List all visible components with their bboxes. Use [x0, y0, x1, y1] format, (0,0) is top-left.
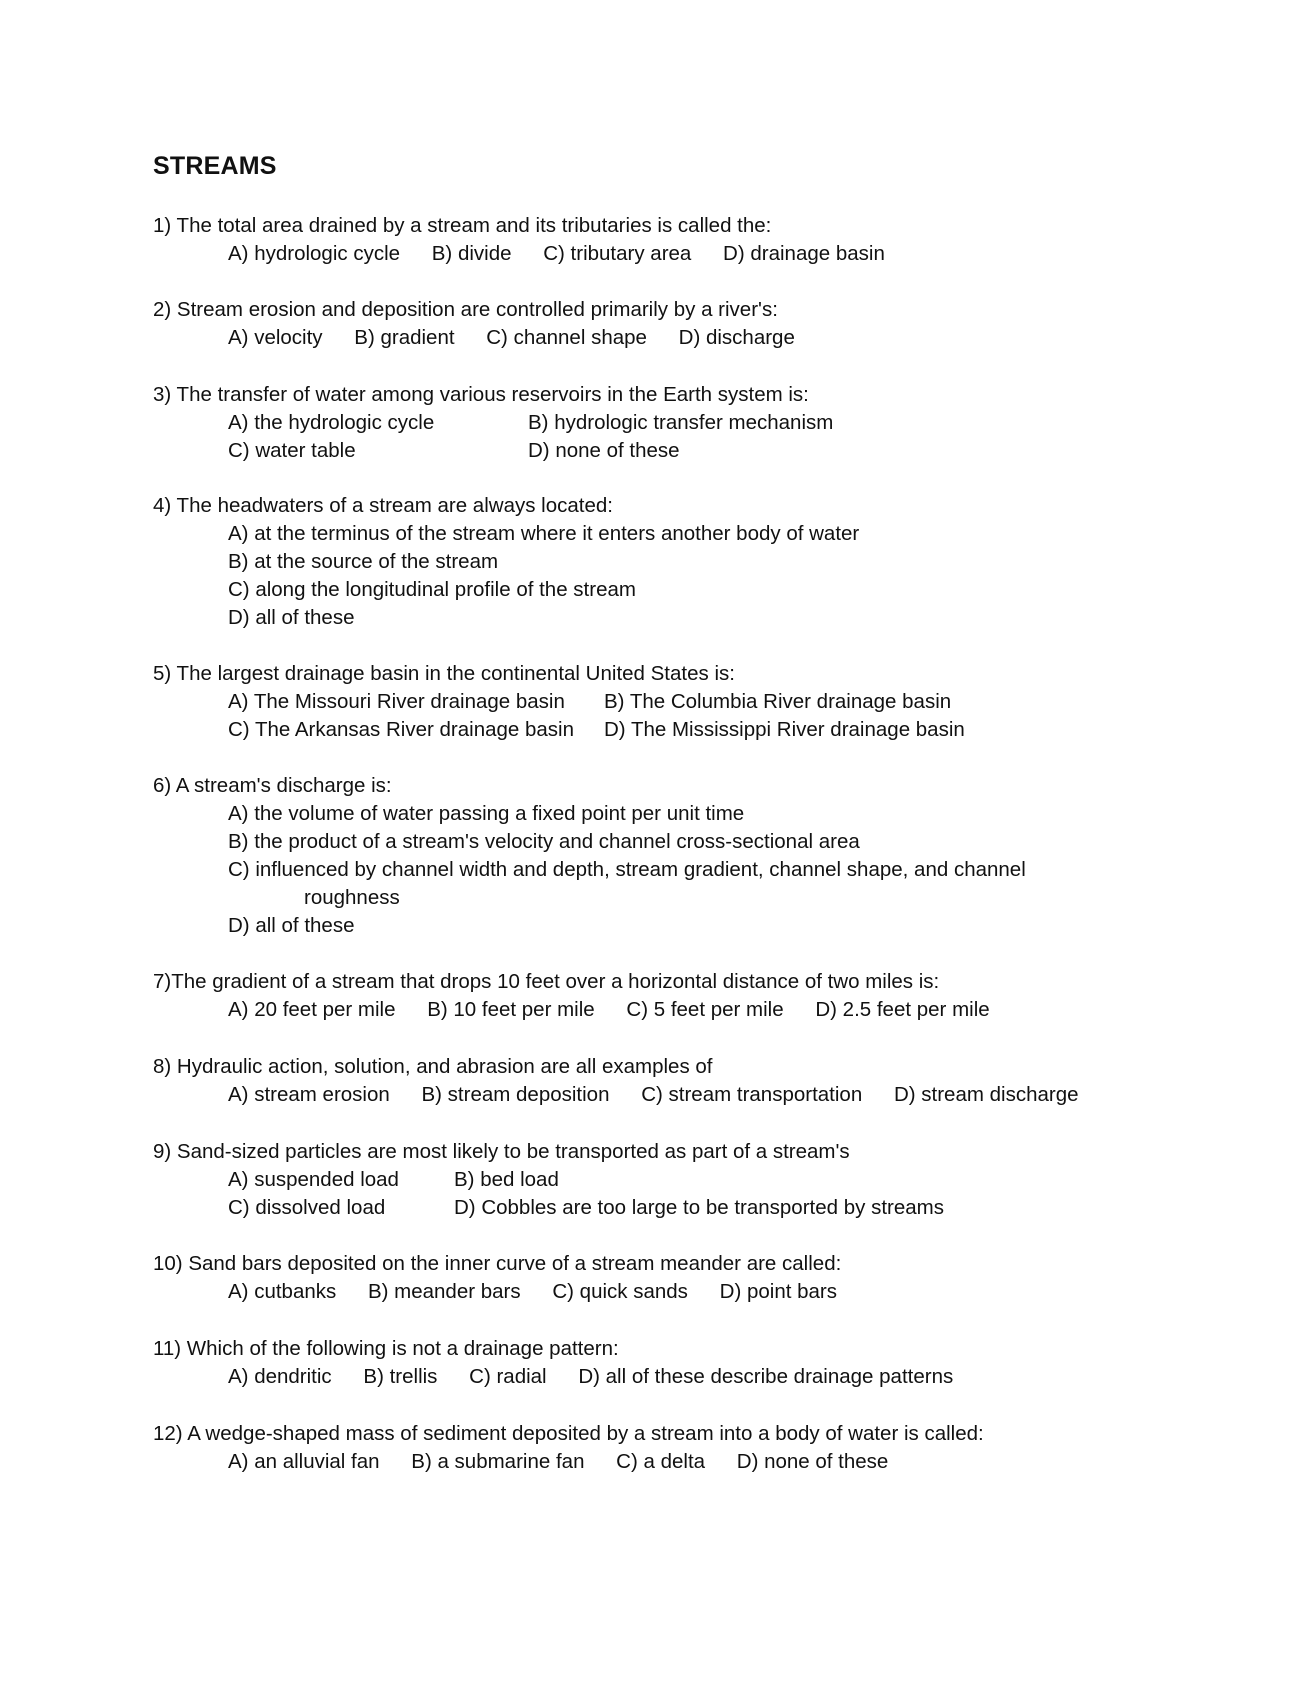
option-a: A) dendritic: [228, 1365, 332, 1388]
options-grid: [153, 1166, 1153, 1222]
question-stem: 3) The transfer of water among various reservoirs in the Earth system is:: [153, 383, 809, 406]
option-c: C) 5 feet per mile: [626, 998, 784, 1021]
question-6: [153, 772, 1153, 940]
question-stem: 10) Sand bars deposited on the inner curve of a stream meander are called:: [153, 1252, 842, 1275]
option-a: A) an alluvial fan: [228, 1450, 380, 1473]
question-stem: 7)The gradient of a stream that drops 10 feet over a horizontal distance of two miles is:: [153, 970, 940, 993]
option-b: B) gradient: [354, 326, 455, 349]
options-list: [153, 520, 1153, 632]
option-b: B) bed load: [454, 1168, 559, 1191]
question-stem: 6) A stream's discharge is:: [153, 774, 392, 797]
option-b: B) stream deposition: [421, 1083, 610, 1106]
option-b: B) trellis: [363, 1365, 438, 1388]
options-row: [153, 1278, 1153, 1306]
option-b: B) 10 feet per mile: [427, 998, 595, 1021]
option-d: D) stream discharge: [893, 1083, 1079, 1106]
question-4: [153, 492, 1153, 632]
page-title: STREAMS: [153, 152, 277, 180]
option-d: D) Cobbles are too large to be transported by streams: [454, 1196, 944, 1219]
question-10: [153, 1250, 1153, 1306]
option-a: A) suspended load: [228, 1168, 399, 1191]
option-b: B) The Columbia River drainage basin: [604, 690, 952, 713]
option-c: C) water table: [228, 439, 356, 462]
options-row: [153, 996, 1153, 1024]
option-d: D) all of these: [228, 914, 355, 937]
option-a: A) 20 feet per mile: [228, 998, 396, 1021]
option-c: C) a delta: [616, 1450, 706, 1473]
question-stem: 2) Stream erosion and deposition are controlled primarily by a river's:: [153, 298, 778, 321]
question-stem: 11) Which of the following is not a drainage pattern:: [153, 1337, 619, 1360]
option-b: B) hydrologic transfer mechanism: [528, 411, 834, 434]
option-a: A) velocity: [228, 326, 323, 349]
option-a: A) The Missouri River drainage basin: [228, 690, 565, 713]
option-d: D) all of these describe drainage patterns: [578, 1365, 954, 1388]
question-5: [153, 660, 1153, 744]
option-b: B) a submarine fan: [411, 1450, 585, 1473]
option-a: A) cutbanks: [228, 1280, 337, 1303]
options-row: [153, 324, 1153, 352]
options-row: [153, 1448, 1153, 1476]
option-a: A) the volume of water passing a fixed point per unit time: [228, 802, 745, 825]
option-c: C) tributary area: [543, 242, 692, 265]
option-d: D) none of these: [528, 439, 680, 462]
question-1: [153, 212, 1153, 268]
options-grid: [153, 688, 1153, 744]
question-stem: 5) The largest drainage basin in the continental United States is:: [153, 662, 735, 685]
option-a: A) at the terminus of the stream where it enters another body of water: [228, 522, 860, 545]
question-9: [153, 1138, 1153, 1222]
option-c: C) channel shape: [486, 326, 647, 349]
option-d: D) all of these: [228, 606, 355, 629]
option-c: C) quick sands: [552, 1280, 688, 1303]
option-a: A) hydrologic cycle: [228, 242, 401, 265]
options-row: [153, 1363, 1153, 1391]
options-row: [153, 240, 1153, 268]
option-c: C) stream transportation: [641, 1083, 863, 1106]
option-b: B) divide: [431, 242, 512, 265]
option-c: C) The Arkansas River drainage basin: [228, 718, 575, 741]
option-b: B) at the source of the stream: [228, 550, 499, 573]
option-a: A) stream erosion: [228, 1083, 390, 1106]
question-stem: 8) Hydraulic action, solution, and abrasion are all examples of: [153, 1055, 713, 1078]
question-stem: 4) The headwaters of a stream are always located:: [153, 494, 613, 517]
option-d: D) discharge: [678, 326, 795, 349]
question-12: [153, 1420, 1153, 1476]
option-b: B) meander bars: [367, 1280, 521, 1303]
option-c: C) radial: [469, 1365, 547, 1388]
option-c: C) along the longitudinal profile of the stream: [228, 578, 636, 601]
option-d: D) 2.5 feet per mile: [815, 998, 990, 1021]
question-stem: 9) Sand-sized particles are most likely to be transported as part of a stream's: [153, 1140, 850, 1163]
option-c: C) influenced by channel width and depth, stream gradient, channel shape, and channel: [228, 858, 1026, 881]
option-d: D) none of these: [736, 1450, 889, 1473]
question-2: [153, 296, 1153, 352]
option-c-continuation: roughness: [304, 886, 400, 909]
option-d: D) point bars: [719, 1280, 837, 1303]
option-c: C) dissolved load: [228, 1196, 386, 1219]
options-grid: [153, 409, 1153, 465]
question-stem: 12) A wedge-shaped mass of sediment deposited by a stream into a body of water is called:: [153, 1422, 984, 1445]
options-list: [153, 800, 1153, 940]
question-3: [153, 381, 1153, 465]
question-8: [153, 1053, 1153, 1109]
option-d: D) The Mississippi River drainage basin: [604, 718, 965, 741]
option-b: B) the product of a stream's velocity and channel cross-sectional area: [228, 830, 860, 853]
option-a: A) the hydrologic cycle: [228, 411, 435, 434]
option-d: D) drainage basin: [723, 242, 885, 265]
options-row: [153, 1081, 1153, 1109]
question-7: [153, 968, 1153, 1024]
question-11: [153, 1335, 1153, 1391]
question-stem: 1) The total area drained by a stream and its tributaries is called the:: [153, 214, 772, 237]
